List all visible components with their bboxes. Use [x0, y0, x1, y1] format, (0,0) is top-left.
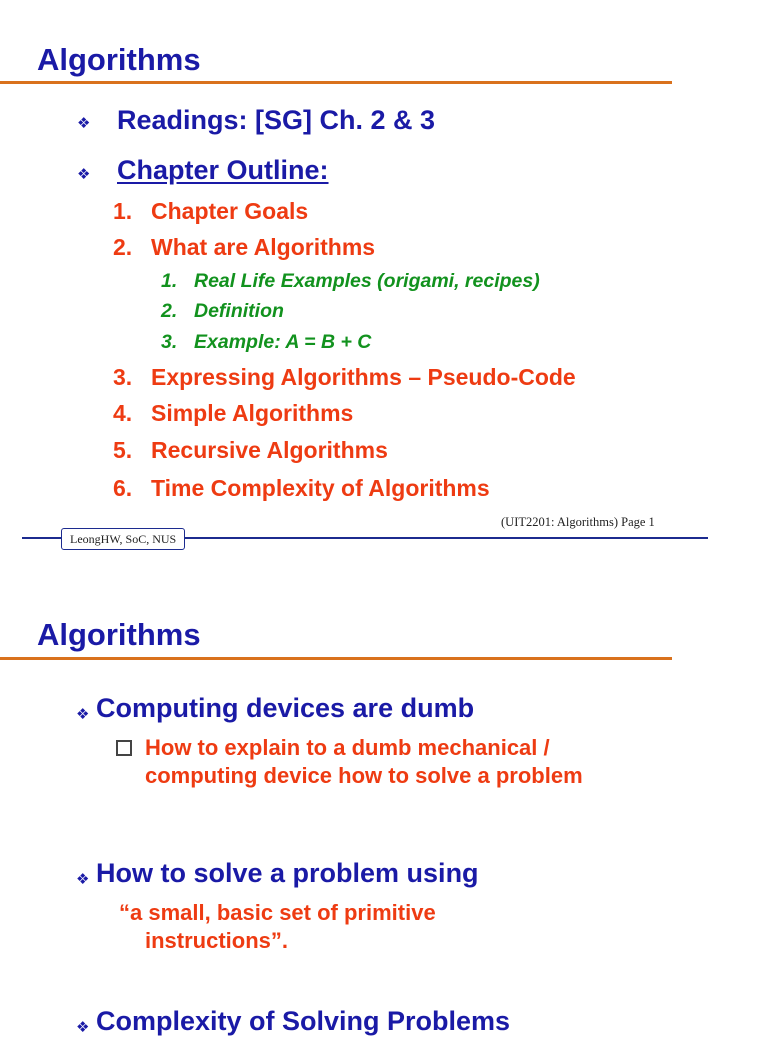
diamond-bullet-icon: ❖	[76, 1019, 90, 1036]
suboutline-item: 2. Definition	[161, 300, 284, 322]
hollow-square-icon	[116, 740, 142, 760]
diamond-bullet-icon: ❖	[76, 871, 90, 888]
footer-page-label: (UIT2201: Algorithms) Page 1	[501, 515, 655, 529]
outline-item: 5. Recursive Algorithms	[113, 437, 388, 463]
outline-item: 6. Time Complexity of Algorithms	[113, 475, 490, 501]
quote-line: “a small, basic set of primitive	[119, 900, 436, 925]
outline-item: 3. Expressing Algorithms – Pseudo-Code	[113, 364, 576, 390]
quote-line: instructions”.	[145, 928, 289, 953]
bullet-complexity: Complexity of Solving Problems	[96, 1006, 511, 1036]
bullet-computing-devices: Computing devices are dumb	[96, 693, 475, 723]
diamond-bullet-icon: ❖	[77, 166, 91, 183]
chapter-outline-heading: Chapter Outline:	[117, 155, 329, 185]
suboutline-item: 3. Example: A = B + C	[161, 331, 372, 353]
diamond-bullet-icon: ❖	[77, 115, 91, 132]
slide1-title-rule	[0, 81, 672, 84]
sub-bullet-line: How to explain to a dumb mechanical /	[145, 735, 550, 760]
sub-bullet-line: computing device how to solve a problem	[145, 763, 583, 788]
readings-bullet: Readings: [SG] Ch. 2 & 3	[117, 105, 436, 135]
outline-item: 1. Chapter Goals	[113, 198, 309, 224]
footer-author: LeongHW, SoC, NUS	[61, 528, 185, 550]
diamond-bullet-icon: ❖	[76, 706, 90, 723]
suboutline-item: 1. Real Life Examples (origami, recipes)	[161, 270, 540, 292]
slide2-title-rule	[0, 657, 672, 660]
slide1-title: Algorithms	[37, 42, 201, 77]
bullet-solve-problem: How to solve a problem using	[96, 858, 479, 888]
outline-item: 2. What are Algorithms	[113, 234, 376, 260]
outline-item: 4. Simple Algorithms	[113, 400, 354, 426]
slide2-title: Algorithms	[37, 617, 201, 652]
